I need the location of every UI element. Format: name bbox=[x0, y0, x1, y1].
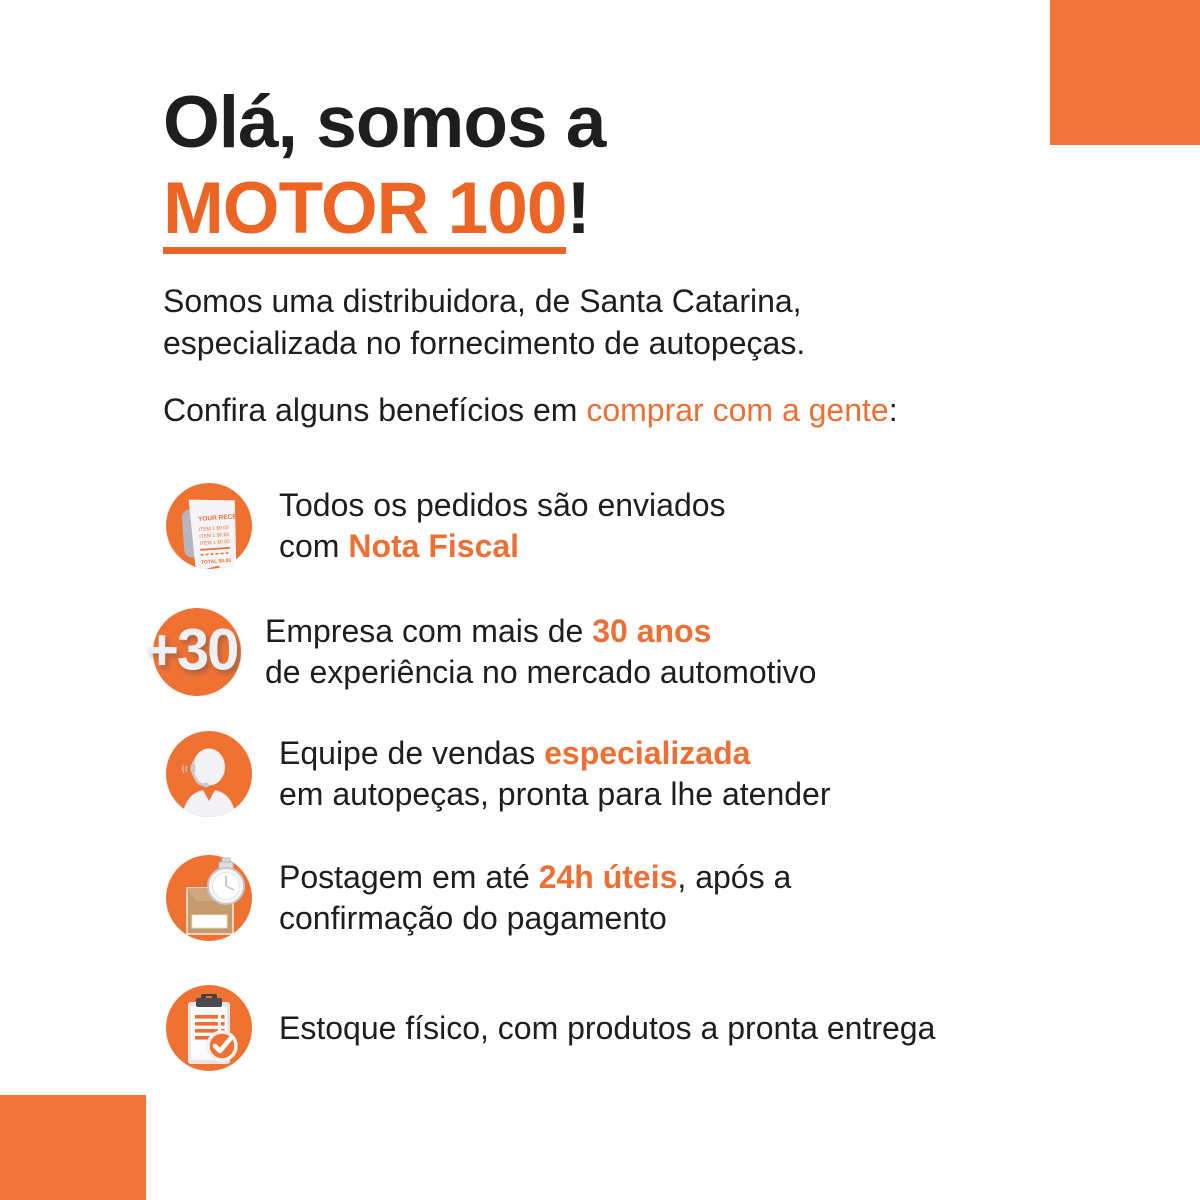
benefit-row-equipe bbox=[163, 726, 830, 822]
brand-exclamation: ! bbox=[566, 168, 590, 249]
intro-highlight: comprar com a gente bbox=[586, 392, 889, 428]
support-agent-icon bbox=[163, 728, 255, 820]
benefit-text: Todos os pedidos são enviados com Nota Fiscal bbox=[279, 487, 726, 564]
svg-text:TOTAL $0.00: TOTAL $0.00 bbox=[200, 557, 232, 566]
svg-text:ITEM 1: ITEM 1 bbox=[198, 525, 216, 533]
benefit-text: Estoque físico, com produtos a pronta entrega bbox=[279, 1009, 936, 1046]
benefit-row-30-anos bbox=[145, 604, 817, 700]
svg-text:$0.00: $0.00 bbox=[216, 524, 229, 532]
about-line-2: especializada no fornecimento de autopeças. bbox=[163, 325, 806, 362]
receipt-icon bbox=[163, 480, 255, 572]
clipboard-check-icon bbox=[163, 982, 255, 1074]
corner-accent-top-right bbox=[1050, 0, 1200, 145]
benefit-row-postagem bbox=[163, 850, 791, 946]
intro-colon: : bbox=[888, 392, 898, 428]
page-title-greeting: Olá, somos a bbox=[163, 82, 606, 163]
plus-30-text: +30 bbox=[145, 617, 238, 683]
plus-30-badge bbox=[145, 606, 241, 698]
intro-text: Confira alguns benefícios em bbox=[163, 392, 587, 428]
corner-accent-bottom-left bbox=[0, 1095, 146, 1200]
svg-text:$0.00: $0.00 bbox=[216, 531, 230, 539]
benefit-row-nota-fiscal bbox=[163, 478, 726, 574]
page-title-brand-line bbox=[163, 168, 590, 254]
benefit-row-estoque bbox=[163, 980, 935, 1076]
svg-text:$0.00: $0.00 bbox=[217, 538, 230, 546]
about-line-1: Somos uma distribuidora, de Santa Catarina, bbox=[163, 283, 802, 319]
about-paragraph bbox=[163, 280, 805, 364]
benefits-intro bbox=[163, 392, 898, 429]
benefit-text: Postagem em até 24h úteis, após a confirmação do pagamento bbox=[279, 859, 792, 936]
brand-name: MOTOR 100 bbox=[163, 172, 566, 254]
benefit-text: Empresa com mais de 30 anos de experiência no mercado automotivo bbox=[265, 613, 817, 690]
svg-text:ITEM 1: ITEM 1 bbox=[199, 532, 216, 540]
package-stopwatch-icon bbox=[163, 852, 255, 944]
receipt-header-text: YOUR RECEIPT bbox=[197, 512, 247, 524]
benefit-text: Equipe de vendas especializada em autopeças, pronta para lhe atender bbox=[279, 735, 831, 812]
svg-text:ITEM 1: ITEM 1 bbox=[199, 539, 217, 547]
